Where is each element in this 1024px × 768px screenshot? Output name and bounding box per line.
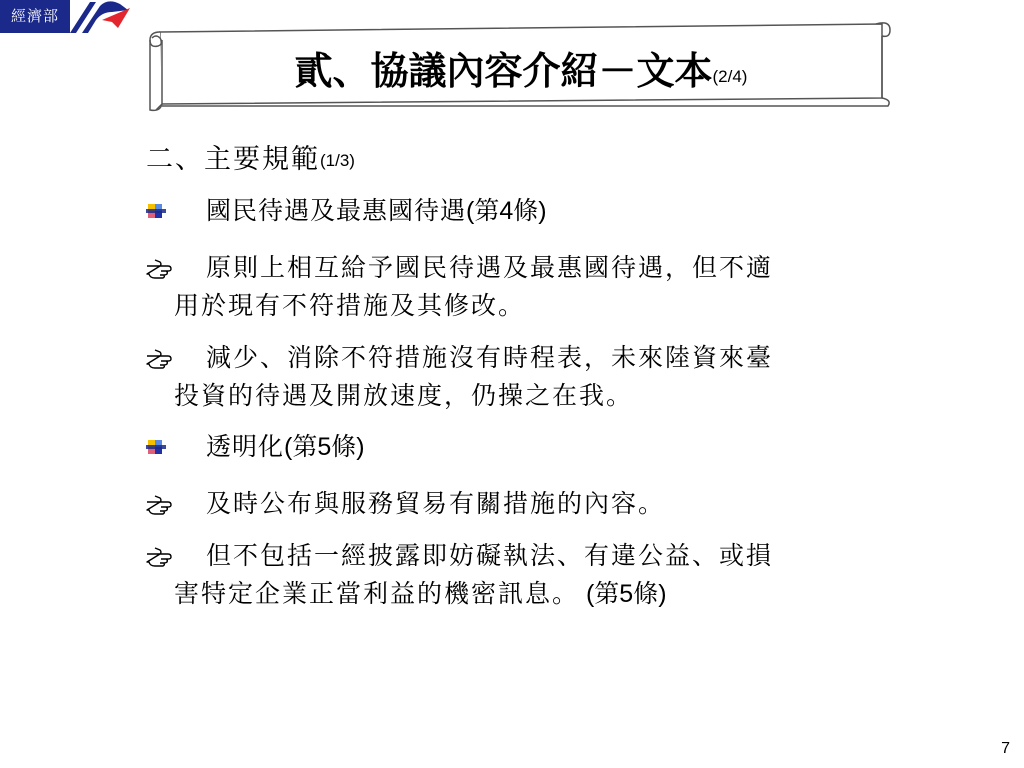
page-title — [146, 46, 896, 102]
list-item — [146, 429, 936, 465]
item-line1: 但不包括一經披露即妨礙執法、有違公益、或損 — [206, 541, 774, 570]
pointing-hand-icon — [146, 348, 172, 370]
item-article-ref: (第5條) — [579, 580, 667, 608]
colored-square-bullet-icon — [146, 201, 166, 221]
logo-swoosh-icon — [68, 0, 132, 34]
section-heading-suffix: (1/3) — [320, 151, 355, 170]
ministry-logo — [0, 0, 132, 34]
item-line2-text: 害特定企業正當利益的機密訊息。 — [174, 579, 580, 608]
item-text: 透明化 — [206, 432, 285, 461]
item-article-ref: (第4條) — [466, 197, 547, 225]
item-line1: 原則上相互給予國民待遇及最惠國待遇，但不適 — [206, 253, 774, 282]
item-line1: 減少、消除不符措施沒有時程表，未來陸資來臺 — [206, 343, 774, 372]
list-item — [146, 339, 936, 415]
logo-text: 經濟部 — [0, 0, 70, 33]
list-item — [146, 537, 936, 613]
section-heading — [146, 140, 936, 181]
item-line1: 及時公布與服務貿易有關措施的內容。 — [206, 489, 666, 518]
item-line2 — [174, 575, 936, 613]
colored-square-bullet-icon — [146, 437, 166, 457]
item-line2: 投資的待遇及開放速度，仍操之在我。 — [174, 381, 634, 410]
item-line2: 用於現有不符措施及其修改。 — [174, 291, 526, 320]
page-number: 7 — [1001, 740, 1010, 757]
slide-content — [146, 140, 936, 627]
item-text: 國民待遇及最惠國待遇 — [206, 196, 467, 225]
pointing-hand-icon — [146, 546, 172, 568]
list-item — [146, 485, 936, 523]
section-heading-text: 二、主要規範 — [146, 144, 320, 175]
title-suffix: (2/4) — [712, 67, 748, 86]
pointing-hand-icon — [146, 494, 172, 516]
title-scroll-banner — [146, 18, 896, 112]
list-item — [146, 249, 936, 325]
title-main: 貳、協議內容介紹－文本 — [294, 48, 713, 93]
item-article-ref: (第5條) — [284, 433, 365, 461]
list-item — [146, 193, 936, 229]
pointing-hand-icon — [146, 258, 172, 280]
